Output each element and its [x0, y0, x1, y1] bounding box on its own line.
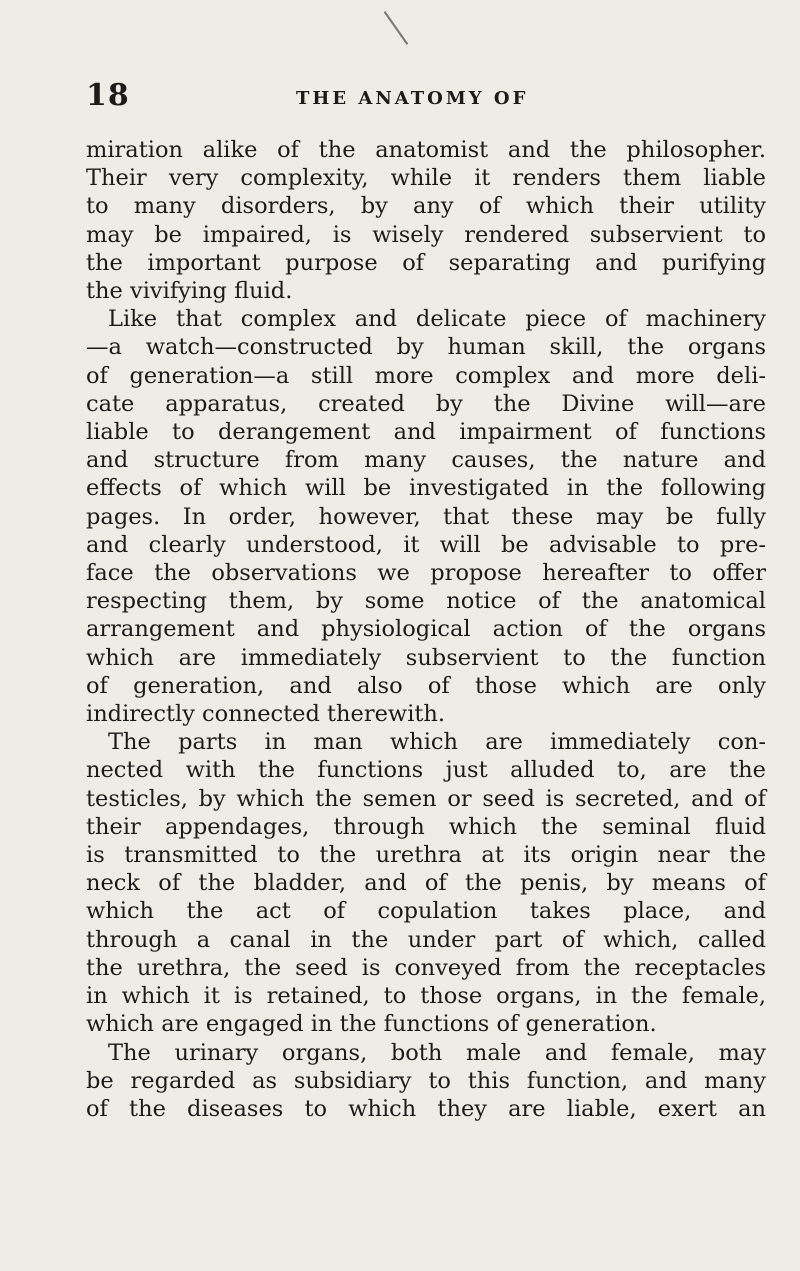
text-line: and clearly understood, it will be advisable to pre-	[86, 531, 766, 558]
text-line: Like that complex and delicate piece of machinery	[108, 306, 766, 333]
text-line: of the diseases to which they are liable, exert an	[86, 1095, 766, 1122]
text-line: miration alike of the anatomist and the philosopher.	[86, 137, 766, 163]
text-line: The urinary organs, both male and female, may	[108, 1039, 766, 1066]
text-line: Their very complexity, while it renders them liable	[86, 165, 766, 192]
text-line: may be impaired, is wisely rendered subservient to	[86, 221, 766, 248]
text-line: The parts in man which are immediately con-	[108, 729, 766, 756]
text-line: through a canal in the under part of which, called	[86, 926, 766, 953]
text-line: which are engaged in the functions of generation.	[86, 1011, 657, 1038]
body-text	[86, 136, 766, 1123]
text-line: cate apparatus, created by the Divine will—are	[86, 390, 766, 417]
text-line: effects of which will be investigated in the following	[86, 475, 766, 502]
text-line: be regarded as subsidiary to this function, and many	[86, 1067, 766, 1094]
text-line: face the observations we propose hereafter to offer	[86, 560, 766, 587]
text-line: in which it is retained, to those organs, in the female,	[86, 983, 766, 1010]
text-line: neck of the bladder, and of the penis, by means of	[86, 870, 766, 897]
text-line: testicles, by which the semen or seed is secreted, and of	[86, 785, 766, 812]
text-line: is transmitted to the urethra at its origin near the	[86, 842, 766, 869]
text-line: to many disorders, by any of which their utility	[86, 193, 766, 220]
text-line: of generation—a still more complex and more deli-	[86, 362, 766, 389]
text-line: the vivifying fluid.	[86, 278, 293, 305]
margin-mark	[384, 11, 409, 45]
text-line: the important purpose of separating and purifying	[86, 249, 766, 276]
text-line: which the act of copulation takes place, and	[86, 898, 766, 925]
text-line: —a watch—constructed by human skill, the organs	[86, 334, 766, 361]
text-line: arrangement and physiological action of the organs	[86, 616, 766, 643]
text-line: the urethra, the seed is conveyed from the receptacles	[86, 954, 766, 981]
text-line: indirectly connected therewith.	[86, 701, 446, 728]
text-line: nected with the functions just alluded to, are the	[86, 757, 766, 784]
text-line: their appendages, through which the seminal fluid	[86, 813, 766, 840]
text-line: respecting them, by some notice of the anatomical	[86, 588, 766, 615]
page-number: 18	[86, 78, 130, 113]
text-line: liable to derangement and impairment of functions	[86, 419, 766, 446]
text-line: which are immediately subservient to the function	[86, 644, 766, 671]
page-header	[86, 78, 776, 118]
text-line: and structure from many causes, the nature and	[86, 447, 766, 474]
running-head: THE ANATOMY OF	[296, 88, 529, 109]
text-line: of generation, and also of those which are only	[86, 672, 766, 699]
text-line: pages. In order, however, that these may be fully	[86, 503, 766, 530]
